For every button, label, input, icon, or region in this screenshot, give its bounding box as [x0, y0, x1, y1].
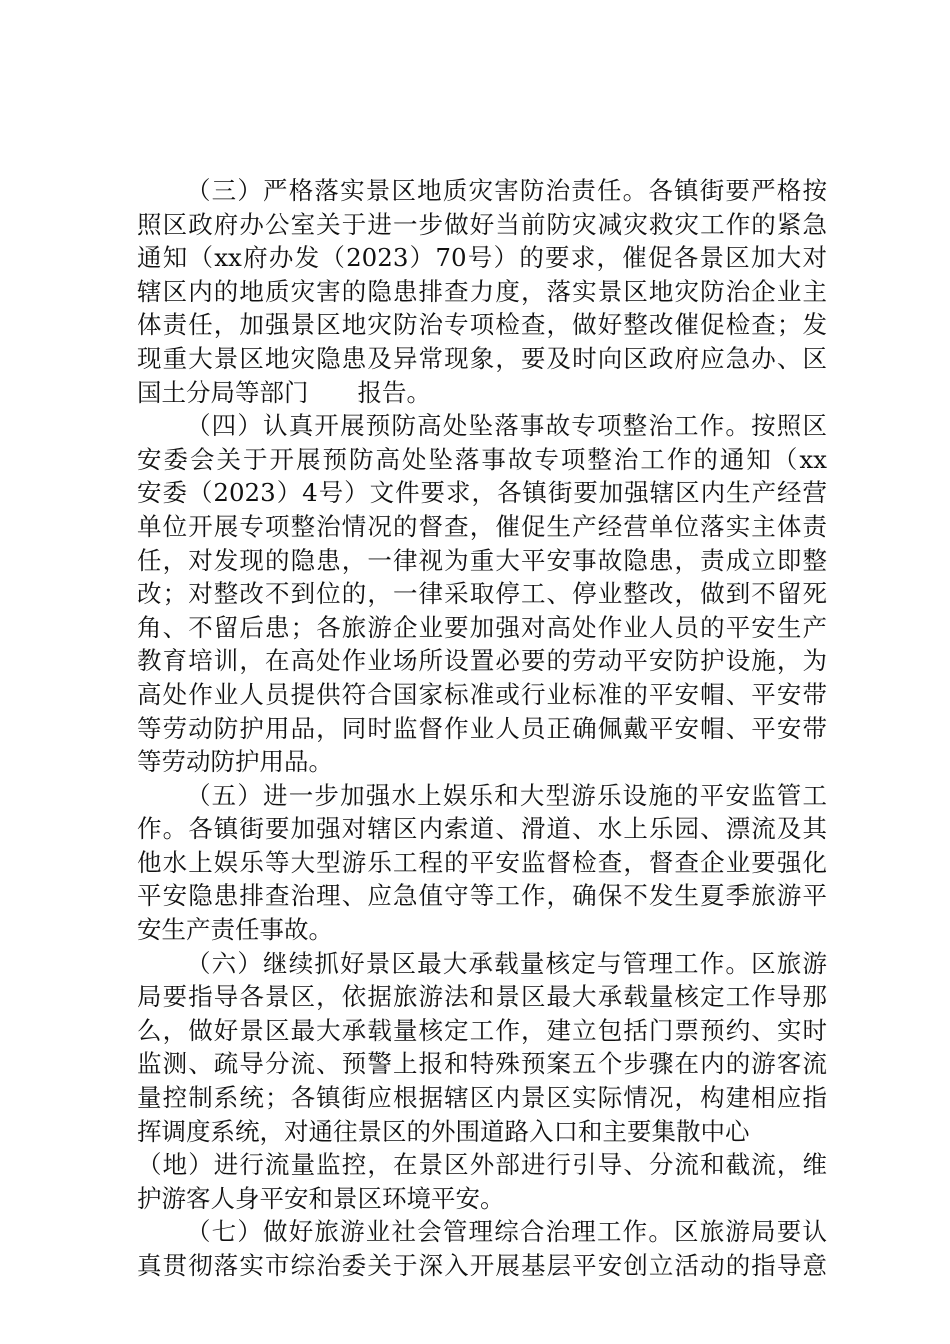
paragraph-5-line: 平安隐患排查治理、应急值守等工作，确保不发生夏季旅游平 — [137, 881, 827, 911]
paragraph-5-line: 作。各镇街要加强对辖区内索道、滑道、水上乐园、漂流及其 — [137, 814, 827, 844]
paragraph-3-line: 辖区内的地质灾害的隐患排查力度，落实景区地灾防治企业主 — [137, 276, 827, 306]
paragraph-4-line: 任，对发现的隐患，一律视为重大平安事故隐患，责成立即整 — [137, 545, 827, 575]
paragraph-7-line: （七）做好旅游业社会管理综合治理工作。区旅游局要认 — [186, 1217, 827, 1247]
paragraph-4-line: 角、不留后患；各旅游企业要加强对高处作业人员的平安生产 — [137, 612, 827, 642]
paragraph-4-line: （四）认真开展预防高处坠落事故专项整治工作。按照区 — [186, 411, 827, 441]
paragraph-7-line: 真贯彻落实市综治委关于深入开展基层平安创立活动的指导意 — [137, 1251, 827, 1280]
paragraph-6-line: （六）继续抓好景区最大承载量核定与管理工作。区旅游 — [186, 948, 827, 978]
paragraph-6-line: （地）进行流量监控，在景区外部进行引导、分流和截流，维 — [137, 1150, 827, 1180]
paragraph-6-line: 么，做好景区最大承载量核定工作，建立包括门票预约、实时 — [137, 1015, 827, 1045]
paragraph-6-line: 监测、疏导分流、预警上报和特殊预案五个步骤在内的游客流 — [137, 1049, 827, 1079]
paragraph-6-line: 挥调度系统，对通往景区的外围道路入口和主要集散中心 — [137, 1116, 750, 1146]
paragraph-6-line: 护游客人身平安和景区环境平安。 — [137, 1183, 505, 1213]
paragraph-3-line: 照区政府办公室关于进一步做好当前防灾减灾救灾工作的紧急 — [137, 209, 827, 239]
paragraph-4-line: 高处作业人员提供符合国家标准或行业标准的平安帽、平安带 — [137, 679, 827, 709]
paragraph-5-line: （五）进一步加强水上娱乐和大型游乐设施的平安监管工 — [186, 780, 827, 810]
paragraph-3-line: （三）严格落实景区地质灾害防治责任。各镇街要严格按 — [186, 176, 827, 205]
paragraph-3-line: 现重大景区地灾隐患及异常现象，要及时向区政府应急办、区 — [137, 343, 827, 373]
paragraph-4-line: 单位开展专项整治情况的督查，催促生产经营单位落实主体责 — [137, 511, 827, 541]
paragraph-4-line: 安委会关于开展预防高处坠落事故专项整治工作的通知（xx — [137, 444, 827, 474]
body-text — [137, 174, 827, 1283]
paragraph-6-line: 量控制系统；各镇街应根据辖区内景区实际情况，构建相应指 — [137, 1083, 827, 1113]
paragraph-5-line: 安生产责任事故。 — [137, 915, 333, 945]
paragraph-4-line: 等劳动防护用品，同时监督作业人员正确佩戴平安帽、平安带 — [137, 713, 827, 743]
paragraph-4-line: 教育培训，在高处作业场所设置必要的劳动平安防护设施，为 — [137, 646, 827, 676]
paragraph-3-line: 通知（xx府办发（2023）70号）的要求，催促各景区加大对 — [137, 243, 827, 273]
paragraph-3-line: 体责任，加强景区地灾防治专项检查，做好整改催促检查；发 — [137, 310, 827, 340]
paragraph-4-line: 安委（2023）4号）文件要求，各镇街要加强辖区内生产经营 — [137, 478, 827, 508]
paragraph-3-line: 国土分局等部门 报告。 — [137, 377, 431, 407]
paragraph-6-line: 局要指导各景区，依据旅游法和景区最大承载量核定工作导那 — [137, 982, 827, 1012]
paragraph-4-line: 改；对整改不到位的，一律采取停工、停业整改，做到不留死 — [137, 579, 827, 609]
paragraph-5-line: 他水上娱乐等大型游乐工程的平安监督检查，督查企业要强化 — [137, 847, 827, 877]
paragraph-4-line: 等劳动防护用品。 — [137, 747, 333, 777]
